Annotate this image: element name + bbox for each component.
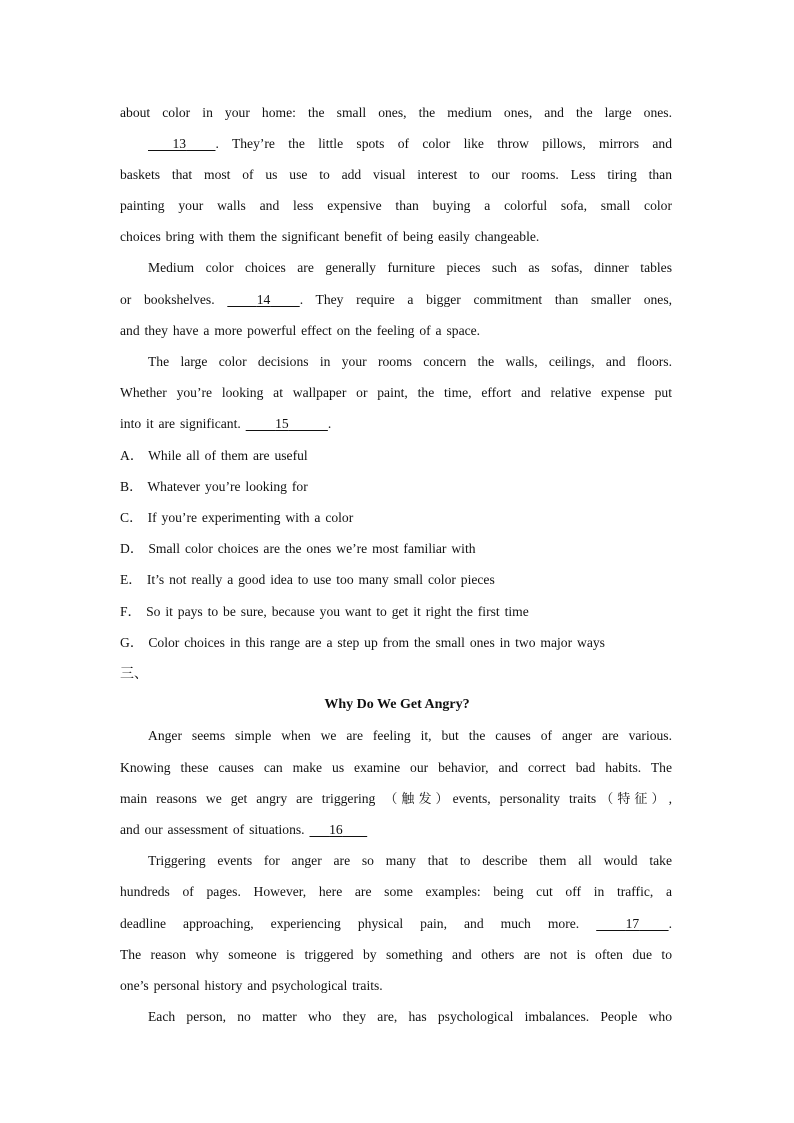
paragraph-line bbox=[148, 258, 672, 278]
option-d bbox=[120, 539, 476, 559]
option-text: While all of them are useful bbox=[148, 448, 308, 463]
paragraph-line bbox=[120, 414, 672, 434]
option-text: Color choices in this range are a step up from the small ones in two major ways bbox=[148, 635, 605, 650]
paragraph-line bbox=[120, 914, 672, 934]
section-number: 三、 bbox=[120, 666, 148, 682]
option-b bbox=[120, 477, 308, 497]
text-line: choices bring with them the significant benefit of being easily changeable. bbox=[120, 229, 540, 244]
text-segment: . They’re the little spots of color like throw pillows, mirrors and bbox=[215, 136, 672, 151]
text-segment: . bbox=[668, 916, 672, 931]
paragraph-line bbox=[120, 383, 672, 403]
text-line: about color in your home: the small ones, the medium ones, and the large ones. bbox=[120, 105, 672, 120]
text-segment: . They require a bigger commitment than smaller ones, bbox=[299, 292, 673, 307]
option-letter: F． bbox=[120, 604, 142, 619]
text-line: hundreds of pages. However, here are some examples: being cut off in traffic, a bbox=[120, 884, 672, 899]
text-line: Each person, no matter who they are, has psychological imbalances. People who bbox=[148, 1009, 672, 1024]
chinese-gloss: （特征） bbox=[596, 792, 669, 807]
paragraph-line bbox=[148, 134, 672, 154]
text-line: Triggering events for anger are so many that to describe them all would take bbox=[148, 853, 672, 868]
blank-14: 14 bbox=[256, 292, 271, 307]
chinese-gloss: （触发） bbox=[384, 792, 453, 807]
text-segment: into it are significant. bbox=[120, 416, 241, 431]
passage-title: Why Do We Get Angry? bbox=[324, 697, 470, 712]
option-a bbox=[120, 446, 308, 466]
paragraph-line bbox=[120, 820, 672, 840]
paragraph-line bbox=[148, 352, 672, 372]
paragraph-line bbox=[120, 227, 672, 247]
blank-17: 17 bbox=[625, 916, 640, 931]
paragraph-line bbox=[120, 165, 672, 185]
text-line: and they have a more powerful effect on the feeling of a space. bbox=[120, 323, 481, 338]
blank-13: 13 bbox=[172, 136, 187, 151]
text-segment: , bbox=[668, 791, 672, 806]
text-line: Anger seems simple when we are feeling it, but the causes of anger are various. bbox=[148, 728, 672, 743]
paragraph-line bbox=[120, 290, 672, 310]
option-e bbox=[120, 570, 495, 590]
paragraph-line bbox=[120, 789, 672, 810]
text-segment: events, personality traits bbox=[452, 791, 597, 806]
text-line: The large color decisions in your rooms concern the walls, ceilings, and floors. bbox=[148, 354, 672, 369]
paragraph-line bbox=[148, 1007, 672, 1027]
paragraph-line bbox=[120, 103, 672, 123]
text-line: The reason why someone is triggered by something and others are not is often due to bbox=[120, 947, 672, 962]
blank-15: 15 bbox=[275, 416, 289, 431]
option-text: If you’re experimenting with a color bbox=[147, 510, 354, 525]
text-line: Whether you’re looking at wallpaper or paint, the time, effort and relative expense put bbox=[120, 385, 672, 400]
option-letter: G． bbox=[120, 635, 144, 650]
paragraph-line bbox=[120, 976, 672, 996]
text-segment: and our assessment of situations. bbox=[120, 822, 305, 837]
option-letter: D． bbox=[120, 541, 144, 556]
option-text: So it pays to be sure, because you want to get it right the first time bbox=[146, 604, 529, 619]
text-segment: or bookshelves. bbox=[120, 292, 215, 307]
text-line: one’s personal history and psychological traits. bbox=[120, 978, 383, 993]
paragraph-line bbox=[148, 726, 672, 746]
option-text: It’s not really a good idea to use too many small color pieces bbox=[146, 572, 495, 587]
option-g bbox=[120, 633, 605, 653]
paragraph-line bbox=[148, 851, 672, 871]
paragraph-line bbox=[120, 945, 672, 965]
text-line: Medium color choices are generally furniture pieces such as sofas, dinner tables bbox=[148, 260, 672, 275]
option-c bbox=[120, 508, 353, 528]
text-line: painting your walls and less expensive than buying a colorful sofa, small color bbox=[120, 198, 672, 213]
text-segment: . bbox=[327, 416, 332, 431]
option-letter: C． bbox=[120, 510, 143, 525]
blank-16: 16 bbox=[329, 822, 343, 837]
option-text: Whatever you’re looking for bbox=[147, 479, 308, 494]
paragraph-line bbox=[120, 882, 672, 902]
text-line: Knowing these causes can make us examine our behavior, and correct bad habits. The bbox=[120, 760, 672, 775]
text-segment: main reasons we get angry are triggering bbox=[120, 791, 376, 806]
option-text: Small color choices are the ones we’re most familiar with bbox=[148, 541, 476, 556]
text-segment: deadline approaching, experiencing physical pain, and much more. bbox=[120, 916, 580, 931]
option-letter: E． bbox=[120, 572, 142, 587]
text-line: baskets that most of us use to add visual interest to our rooms. Less tiring than bbox=[120, 167, 672, 182]
paragraph-line bbox=[120, 758, 672, 778]
option-f bbox=[120, 602, 529, 622]
paragraph-line bbox=[120, 196, 672, 216]
paragraph-line bbox=[120, 321, 672, 341]
option-letter: B． bbox=[120, 479, 143, 494]
option-letter: A． bbox=[120, 448, 144, 463]
